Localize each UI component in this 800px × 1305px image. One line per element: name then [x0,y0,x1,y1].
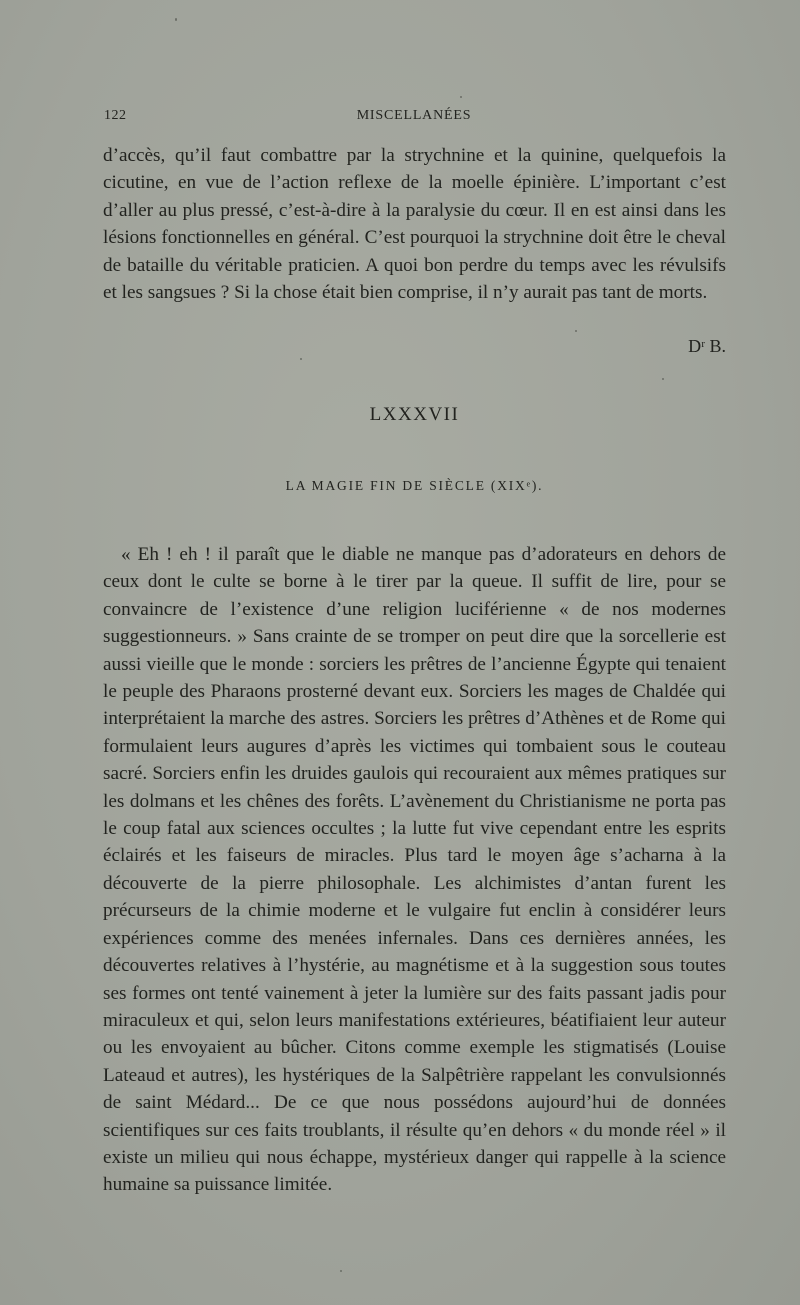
running-title: MISCELLANÉES [356,108,472,123]
paragraph-main: « Eh ! eh ! il paraît que le diable ne manque pas d’adorateurs en dehors de ceux dont le culte se borne à le tirer par la queue. Il suffit de lire, pour se convaincre de l’existence d’une religion luciférienne « de nos modernes suggestionneurs. » Sans crainte de se tromper on peut dire que la sorcellerie est aussi vieille que le monde : sorciers les prêtres de l’ancienne Égypte qui tenaient le peuple des Pharaons prosterné devant eux. Sorciers les mages de Chaldée qui interprétaient la marche des astres. Sorciers les prêtres d’Athènes et de Rome qui formulaient leurs augures d’après les victimes qui tombaient sous le couteau sacré. Sorciers enfin les druides gaulois qui recouraient aux mêmes pratiques sur les dolmans et les chênes des forêts. L’avènement du Christianisme ne porta pas le coup fatal aux sciences occultes ; la lutte fut vive cependant entre les esprits éclairés et les faiseurs de miracles. Plus tard le moyen âge s’acharna à la découverte de la pierre philosophale. Les alchimistes d’antan furent les précurseurs de la chimie moderne et le vulgaire fut enclin à considérer leurs expériences comme des menées infernales. Dans ces dernières années, les découvertes relatives à l’hystérie, au magnétisme et à la suggestion sous toutes ses formes ont tenté vainement à jeter la lumière sur des faits passant jadis pour miraculeux et qui, selon leurs manifestations extérieures, béatifiaient leur auteur ou les envoyaient au bûcher. Citons comme exemple les stigmatisés (Louise Lateaud et autres), les hystériques de la Salpêtrière rappelant les convulsionnés de saint Médard... De ce que nous possédons aujourd’hui de données scientifiques sur ces faits troublants, il résulte qu’en dehors « du monde réel » il existe un milieu qui nous échappe, mystérieux danger qui rappelle à la science humaine sa puissance limitée. [103,544,726,1196]
paper-speck [460,96,462,98]
page-header [104,108,724,130]
paragraph-continuation: d’accès, qu’il faut combattre par la strychnine et la quinine, quelquefois la cicutine, en vue de l’action reflexe de la moelle épinière. L’important c’est d’aller au plus pressé, c’est-à-dire à la paralysie du cœur. Il en est ainsi dans les lésions fonctionnelles en général. C’est pourquoi la strychnine doit être le cheval de bataille du véritable praticien. A quoi bon perdre du temps avec les révulsifs et les sangsues ? Si la chose était bien comprise, il n’y aurait pas tant de morts. [103,145,726,304]
author-signature: Dʳ B. [688,336,726,356]
section-title: LA MAGIE FIN DE SIÈCLE (XIXᵉ). [285,478,544,493]
section-number: LXXXVII [369,404,460,425]
paper-speck [340,1270,342,1272]
paper-speck [175,18,177,21]
paper-speck [662,378,664,380]
paper-speck [300,358,302,360]
paper-speck [575,330,577,332]
page-number: 122 [104,108,127,123]
